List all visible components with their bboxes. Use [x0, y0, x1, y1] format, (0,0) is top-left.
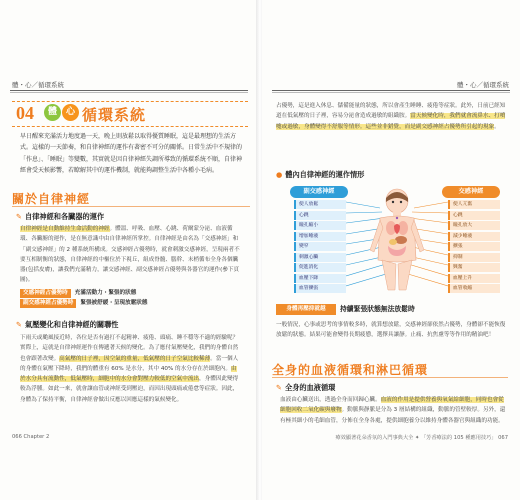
subsection-title: ✎ 氣壓變化和自律神經的關聯性: [16, 320, 119, 329]
list-item: 瞳孔放大: [448, 221, 500, 230]
callout-tag: 身體再壓抑就越: [276, 304, 336, 315]
list-item: 血管收縮: [448, 284, 500, 293]
list-item: 促進消化: [294, 263, 346, 272]
sympathetic-label: 交感神經: [442, 186, 500, 198]
list-item: 血壓下降: [294, 274, 346, 283]
chapter-title: 循環系統: [82, 106, 147, 124]
list-item: 刺激心臟: [294, 253, 346, 262]
left-page: [0, 0, 258, 500]
section-rule: [272, 377, 508, 378]
parasympathetic-list: [294, 200, 346, 295]
tag-row: 交感神經占優勢時 充滿活動力・緊張的狀態: [20, 289, 136, 298]
section-rule: [12, 206, 250, 207]
chapter-number: 04: [16, 103, 34, 123]
nerve-diagram: [290, 186, 502, 296]
header-rule: [10, 90, 248, 91]
list-item: 擴張: [448, 242, 500, 251]
subsection-title: ✎ 全身的血液循環: [276, 383, 336, 392]
list-item: 抑制: [448, 253, 500, 262]
paragraph: 占優勢，這是進入休息、儲備能量的狀態，所以會產生睡睡、疲倦等症狀。此外，日前已經知道在低氣壓的日子裡，容易分泌會造成過敏的組織胺。當天候變化時，我們就會流鼻水、打噴嚏或過敏，身體變得不舒服等情形。這些並非錯覺，而是副交感神經占優勢所引起的現象。: [276, 103, 506, 130]
list-item: 心跳: [294, 211, 346, 220]
chapter-mind-icon: 心: [62, 104, 79, 121]
human-figure-illustration: [358, 188, 436, 292]
paragraph: 下雨天或颱風接近時，各位是否有過打不起精神、疲倦、頭痛、睡不穩等不適的經驗呢？實際上，這就是自律神經運作在傳遞著天候的變化。為了應付氣壓變化，我們的身體自然也會跟著改變。高氣壓的日子裡，因空氣的重量，低氣壓的日子空氣比較稀薄。當一個人的身體在氣壓下降時，我們的體重有 60% 是水分，其中 40% 的水分存在於細胞內。由於水分具有流動性，低氣壓時，細胞中的水分會對壓力較低的空氣中流出，身體因此變得較為浮腫。如此一來，就會讓血管或神經受到壓迫，而因出現頭痛或倦怠等症狀。因此，身體為了保持平衡，自律神經會做出反應以回應這樣的氣候變化。: [20, 335, 239, 403]
callout-text: 持續緊張狀態無法放鬆時: [340, 305, 415, 313]
list-item: 使人放鬆: [294, 200, 346, 209]
list-item: 心跳: [448, 211, 500, 220]
list-item: 瞳孔縮小: [294, 221, 346, 230]
leaf-icon: ✎: [16, 320, 23, 329]
list-item: 血壓上升: [448, 274, 500, 283]
page-folio: 066 Chapter 2: [12, 434, 50, 440]
list-item: 減少唾液: [448, 232, 500, 241]
leaf-icon: ✎: [276, 383, 283, 392]
leaf-icon: ✎: [16, 212, 23, 221]
running-head: 體・心／循環系統: [12, 81, 64, 89]
subsection-title: ✎ 自律神經和各臟器的運作: [16, 212, 105, 221]
chapter-body-icon: 體: [44, 104, 61, 121]
diagram-title: ● 體內自律神經的運作情形: [276, 170, 365, 179]
tag-row: 副交感神經占優勢時 緊張被舒緩・呈現放鬆狀態: [20, 299, 148, 308]
list-item: 變窄: [294, 242, 346, 251]
section-title: 全身的血液循環和淋巴循環: [272, 363, 429, 377]
list-item: 血管擴張: [294, 284, 346, 293]
page-folio: 療效顯著花朵香氛的入門事典大全 ✦ 「芳香療法的 105 種應用技巧」 067: [335, 435, 508, 441]
list-item: 使人亢奮: [448, 200, 500, 209]
sympathetic-list: [448, 200, 500, 295]
paragraph: 血液由心臟送出，透過全身而回歸心臟。血液的作用是提供營養與氧氣給細胞，同時也會從細胞回收二氧化碳與廢物。動脈與靜脈是分為 3 層結構的組織，動脈的管壁較厚。另外，還有極其細小的毛細血管，分佈在全身各處，提供細胞養分以維持身體各器官與組織的功能。: [280, 397, 506, 424]
paragraph: 自律神經是自動維持生命活動的神經。體溫、呼吸、血壓、心跳、荷爾蒙分泌、血液循環、各臟腑的運作，是在無意識中由自律神經所掌控。自律神經是由名為「交感神經」和「副交感神經」的 2 種系統所構成。交感神經占優勢時，就會刺激交感神經，呈現兩者不要互相制衡的狀態，自律神經的中樞位於下視丘，組成脊髓、腦幹、末梢循布全身各個臟器(包括皮膚)，讓我們充滿精力，讓交感神經、副交感神經占優勢與各器官的運作(參下頁圖)。: [20, 226, 240, 284]
chapter-intro: 早日醒來充滿活力地度過一天，晚上則放鬆以取得優質睡眠，這是最理想的生活方式。這樣的一天節奏，和自律神經的運作有著密不可分的關係。日常生活中不規律的「作息」、「睡眠」等變數，其實就是因自律神經失調所導致的循環系統不順，自律神經會受天候影響，若瞭解其中的運作機制，就能夠調整生活中各種小毛病。: [20, 133, 243, 174]
bullet-icon: ●: [276, 170, 283, 179]
header-rule-secondary: [272, 92, 510, 93]
list-item: 興奮: [448, 263, 500, 272]
header-rule: [272, 90, 510, 91]
list-item: 增加唾液: [294, 232, 346, 241]
parasympathetic-label: 副交感神經: [290, 186, 348, 198]
section-title: 關於自律神經: [12, 192, 91, 206]
running-head: 體・心／循環系統: [457, 81, 509, 89]
header-rule-secondary: [10, 92, 248, 93]
paragraph: 一般情況，心事或思考的事情較多時，就算想放鬆，交感神經卻依然占優勢，身體卻不能恢復放鬆的狀態。結果可能會變得長期疲憊，選擇具讓靜。止痛、抗焦慮等等作用的精油吧！: [276, 322, 506, 339]
